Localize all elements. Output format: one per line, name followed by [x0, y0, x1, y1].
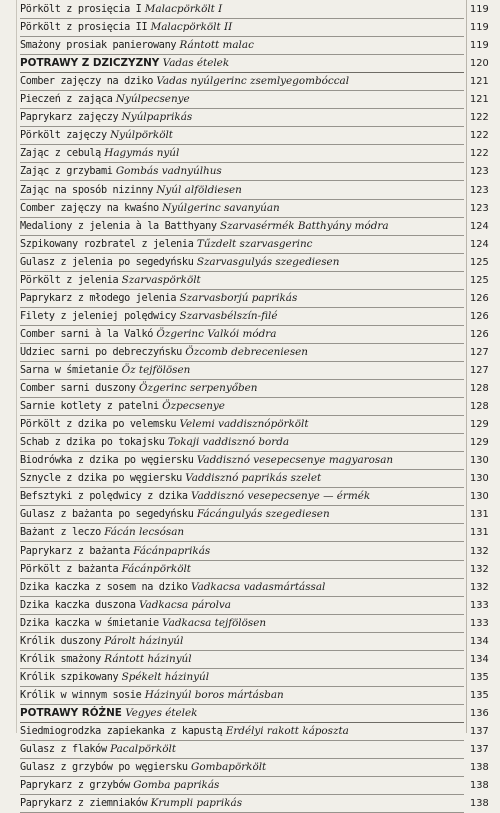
toc-entry: [0, 470, 500, 488]
page-number: 127: [470, 346, 489, 358]
dish-name-hungarian: Spékelt házinyúl: [121, 670, 210, 683]
dish-name-hungarian: Nyúl alföldiesen: [156, 183, 242, 196]
dish-name-polish: Paprykarz zajęczy: [20, 112, 119, 124]
toc-entry: [0, 777, 500, 795]
toc-entry: [0, 759, 500, 777]
dish-name-polish: Paprykarz z młodego jelenia: [20, 292, 177, 304]
toc-entry: [0, 254, 500, 272]
page-number: 131: [470, 527, 489, 539]
dish-name-hungarian: Gombás vadnyúlhus: [115, 165, 222, 178]
dish-name-polish: Gulasz z grzybów po węgiersku: [20, 762, 188, 774]
toc-entry: [0, 182, 500, 200]
page-number: 138: [470, 780, 489, 792]
page-number: 133: [470, 599, 489, 611]
page-number: 132: [470, 581, 489, 593]
entry-title: [20, 470, 464, 488]
toc-entry: [0, 434, 500, 452]
toc-entry: [0, 218, 500, 236]
entry-title: [20, 37, 464, 55]
toc-entry: [0, 200, 500, 218]
dish-name-hungarian: Gomba paprikás: [133, 779, 220, 792]
page-number: 137: [470, 726, 489, 737]
entry-title: [20, 416, 464, 434]
dish-name-polish: Pörkölt z bażanta: [20, 563, 119, 575]
dish-name-hungarian: Párolt házinyúl: [104, 634, 184, 647]
entry-title: [20, 200, 464, 218]
page-number: 136: [470, 707, 489, 719]
entry-title: [20, 19, 464, 37]
toc-entry: [0, 524, 500, 542]
dish-name-hungarian: Vaddisznó vesepecsenye — érmék: [191, 490, 371, 503]
entry-title: [20, 308, 464, 326]
page-number: 122: [470, 148, 489, 160]
toc-entry: [0, 73, 500, 91]
toc-entry: [0, 290, 500, 308]
page-number: 121: [470, 94, 489, 106]
page-number: 126: [470, 328, 489, 340]
dish-name-hungarian: Pacalpörkölt: [110, 743, 177, 756]
toc-entry: [0, 543, 500, 561]
entry-title: [20, 777, 464, 795]
dish-name-polish: Befsztyki z polędwicy z dzika: [20, 491, 188, 503]
dish-name-hungarian: Vadas nyúlgerinc zsemlyegombóccal: [156, 75, 350, 88]
entry-title: [20, 524, 464, 542]
toc-entry: [0, 723, 500, 741]
entry-title: [20, 163, 464, 181]
dish-name-polish: Sarna w śmietanie: [20, 365, 119, 376]
dish-name-polish: Comber zajęczy na dziko: [20, 76, 154, 88]
page-number: 132: [470, 545, 489, 557]
entry-title: [20, 344, 464, 362]
toc-entry: [0, 109, 500, 127]
toc-entry: [0, 669, 500, 687]
entry-title: [20, 687, 464, 705]
dish-name-polish: Dzika kaczka z sosem na dziko: [20, 581, 188, 593]
entry-title: [20, 741, 464, 759]
dish-name-hungarian: Fácánpörkölt: [121, 562, 191, 575]
dish-name-polish: Sarnie kotlety z patelni: [20, 401, 159, 413]
dish-name-hungarian: Rántott házinyúl: [104, 652, 192, 665]
toc-entry: [0, 597, 500, 615]
entry-title: [20, 506, 464, 524]
dish-name-polish: Zając z cebulą: [20, 148, 101, 160]
dish-name-hungarian: Nyúlpaprikás: [121, 111, 193, 124]
section-title-polish: POTRAWY Z DZICZYZNY: [20, 57, 160, 70]
dish-name-polish: Biodrówka z dzika po węgiersku: [20, 455, 194, 467]
dish-name-polish: Pörkölt z prosięcia I: [20, 4, 142, 15]
toc-entry: [0, 380, 500, 398]
entry-title: [20, 759, 464, 777]
dish-name-hungarian: Szarvasbélszín-filé: [179, 309, 278, 322]
dish-name-polish: Zając na sposób nizinny: [20, 184, 154, 196]
dish-name-hungarian: Velemi vaddisznópörkölt: [179, 418, 309, 431]
toc-entry: [0, 19, 500, 37]
dish-name-hungarian: Özgerinc Valkói módra: [156, 327, 277, 340]
page-number: 119: [470, 40, 489, 52]
page-number: 125: [470, 274, 489, 286]
dish-name-polish: Siedmiogrodzka zapiekanka z kapustą: [20, 726, 223, 737]
toc-entry: [0, 145, 500, 163]
page-number: 123: [470, 166, 489, 178]
toc-entry: [0, 272, 500, 290]
toc-entry: [0, 362, 500, 380]
toc-entry: [0, 163, 500, 181]
dish-name-hungarian: Vaddisznó paprikás szelet: [185, 472, 322, 485]
page-number: 120: [470, 58, 489, 70]
entry-title: [20, 1, 464, 19]
entry-title: [20, 145, 464, 163]
dish-name-hungarian: Krumpli paprikás: [150, 797, 243, 810]
page-number: 123: [470, 184, 489, 196]
dish-name-hungarian: Házinyúl boros mártásban: [144, 688, 284, 701]
page-number: 133: [470, 617, 489, 629]
dish-name-polish: Pörkölt z jelenia: [20, 274, 119, 286]
entry-title: [20, 182, 464, 200]
dish-name-hungarian: Nyúlpörkölt: [110, 129, 173, 142]
toc-entry: [0, 416, 500, 434]
entry-title: [20, 254, 464, 272]
section-title-polish: POTRAWY RÓŻNE: [20, 706, 122, 719]
dish-name-hungarian: Hagymás nyúl: [104, 147, 180, 160]
page-number: 138: [470, 762, 489, 774]
entry-title: [20, 452, 464, 470]
dish-name-polish: Sznycle z dzika po węgiersku: [20, 473, 182, 485]
page-number: 131: [470, 509, 489, 521]
dish-name-hungarian: Szarvasborjú paprikás: [179, 291, 298, 304]
dish-name-hungarian: Özcomb debreceniesen: [185, 345, 308, 358]
dish-name-hungarian: Tokaji vaddisznó borda: [167, 436, 290, 449]
entry-title: [20, 434, 464, 452]
toc-entry: [0, 651, 500, 669]
entry-title: [20, 109, 464, 127]
dish-name-polish: Zając z grzybami: [20, 166, 113, 178]
dish-name-hungarian: Malacpörkölt I: [144, 3, 223, 15]
section-title-hungarian: Vadas ételek: [162, 57, 230, 70]
dish-name-hungarian: Vadkacsa tejfölösen: [162, 616, 267, 629]
entry-title: [20, 488, 464, 506]
dish-name-polish: Dzika kaczka w śmietanie: [20, 617, 159, 629]
entry-title: [20, 236, 464, 254]
dish-name-hungarian: Özgerinc serpenyőben: [138, 382, 258, 395]
toc-entry: [0, 344, 500, 362]
entry-title: [20, 579, 464, 597]
toc-entry: [0, 1, 500, 19]
entry-title: [20, 127, 464, 145]
dish-name-hungarian: Rántott malac: [179, 39, 254, 52]
page-number: 124: [470, 220, 489, 232]
page-number: 129: [470, 419, 489, 431]
page-number: 123: [470, 202, 489, 214]
entry-title: [20, 669, 464, 687]
page-number: 129: [470, 437, 489, 449]
dish-name-hungarian: Vadkacsa párolva: [138, 598, 231, 611]
entry-title: [20, 633, 464, 651]
dish-name-hungarian: Erdélyi rakott káposzta: [225, 725, 349, 737]
dish-name-polish: Paprykarz z ziemniaków: [20, 798, 148, 810]
dish-name-polish: Dzika kaczka duszona: [20, 599, 136, 611]
dish-name-polish: Gulasz z bażanta po segedyńsku: [20, 509, 194, 521]
page-number: 132: [470, 563, 489, 575]
entry-title: [20, 651, 464, 669]
dish-name-polish: Pieczeń z zająca: [20, 94, 113, 106]
entry-title: [20, 362, 464, 380]
dish-name-hungarian: Vadkacsa vadasmártással: [191, 580, 326, 593]
dish-name-hungarian: Vaddisznó vesepecsenye magyarosan: [196, 454, 394, 467]
dish-name-hungarian: Szarvaspörkölt: [121, 273, 201, 286]
toc-entry: [0, 308, 500, 326]
entry-title: [20, 73, 464, 91]
dish-name-polish: Paprykarz z bażanta: [20, 545, 130, 557]
dish-name-hungarian: Szarvasérmék Batthyány módra: [219, 219, 389, 232]
toc-entry: [0, 506, 500, 524]
page-number: 135: [470, 671, 489, 683]
page-number: 125: [470, 256, 489, 268]
toc-entry: [0, 633, 500, 651]
dish-name-polish: Smażony prosiak panierowany: [20, 40, 177, 52]
dish-name-polish: Paprykarz z grzybów: [20, 780, 130, 792]
dish-name-polish: Królik smażony: [20, 653, 101, 665]
dish-name-polish: Szpikowany rozbratel z jelenia: [20, 238, 194, 250]
dish-name-polish: Królik duszony: [20, 635, 101, 647]
page-number: 130: [470, 491, 489, 503]
entry-title: [20, 705, 464, 723]
entry-title: [20, 326, 464, 344]
entry-title: [20, 290, 464, 308]
toc-entry: [0, 37, 500, 55]
entry-title: [20, 723, 464, 741]
page-number: 119: [470, 4, 489, 15]
page-number: 130: [470, 455, 489, 467]
dish-name-hungarian: Malacpörkölt II: [150, 21, 233, 34]
dish-name-hungarian: Fácángulyás szegediesen: [196, 508, 330, 521]
page-number: 135: [470, 689, 489, 701]
entry-title: [20, 272, 464, 290]
entry-title: [20, 398, 464, 416]
dish-name-hungarian: Fácánpaprikás: [133, 544, 211, 557]
toc-entry: [0, 326, 500, 344]
toc-entry: [0, 579, 500, 597]
page-number: 137: [470, 744, 489, 756]
page-number: 128: [470, 401, 489, 413]
toc-entry: [0, 127, 500, 145]
dish-name-polish: Pörkölt zajęczy: [20, 130, 107, 142]
toc-entry: [0, 795, 500, 813]
dish-name-polish: Schab z dzika po tokajsku: [20, 437, 165, 449]
dish-name-hungarian: Öz tejfölösen: [121, 364, 191, 376]
toc-entry: [0, 615, 500, 633]
section-title-hungarian: Vegyes ételek: [125, 706, 198, 719]
dish-name-hungarian: Tűzdelt szarvasgerinc: [196, 237, 313, 250]
entry-title: [20, 561, 464, 579]
page-number: 127: [470, 365, 489, 376]
entry-title: [20, 615, 464, 633]
toc-entry: [0, 236, 500, 254]
toc-entry: [0, 741, 500, 759]
dish-name-polish: Comber sarni duszony: [20, 383, 136, 395]
section-heading-row: [0, 55, 500, 73]
entry-title: [20, 795, 464, 813]
page-number: 119: [470, 22, 489, 34]
toc-entry: [0, 561, 500, 579]
page-number: 121: [470, 76, 489, 88]
dish-name-hungarian: Nyúlpecsenye: [115, 93, 190, 106]
toc-entry: [0, 687, 500, 705]
dish-name-polish: Medaliony z jelenia à la Batthyany: [20, 220, 217, 232]
dish-name-polish: Comber zajęczy na kwaśno: [20, 202, 159, 214]
entry-title: [20, 597, 464, 615]
page-number: 130: [470, 473, 489, 485]
toc-entry: [0, 398, 500, 416]
dish-name-polish: Królik szpikowany: [20, 671, 119, 683]
page-number: 134: [470, 653, 489, 665]
dish-name-polish: Comber sarni à la Valkó: [20, 328, 154, 340]
dish-name-polish: Gulasz z flaków: [20, 744, 107, 756]
dish-name-polish: Bażant z leczo: [20, 527, 101, 539]
page-number: 126: [470, 292, 489, 304]
page-number: 138: [470, 798, 489, 810]
dish-name-polish: Udziec sarni po debreczyńsku: [20, 346, 182, 358]
page-number: 134: [470, 635, 489, 647]
dish-name-hungarian: Nyúlgerinc savanyúan: [162, 201, 280, 214]
dish-name-hungarian: Fácán lecsósan: [104, 526, 185, 539]
dish-name-hungarian: Gombapörkölt: [191, 761, 267, 774]
page-number: 122: [470, 112, 489, 124]
dish-name-hungarian: Szarvasgulyás szegediesen: [196, 255, 340, 268]
entry-title: [20, 91, 464, 109]
section-heading-row: [0, 705, 500, 723]
toc-entry: [0, 452, 500, 470]
page-number: 124: [470, 238, 489, 250]
entry-title: [20, 218, 464, 236]
page-number: 126: [470, 310, 489, 322]
entry-title: [20, 55, 464, 73]
page-number: 128: [470, 383, 489, 395]
dish-name-polish: Gulasz z jelenia po segedyńsku: [20, 256, 194, 268]
toc-entry: [0, 91, 500, 109]
page-number: 122: [470, 130, 489, 142]
dish-name-polish: Pörkölt z prosięcia II: [20, 22, 148, 34]
dish-name-polish: Królik w winnym sosie: [20, 689, 142, 701]
toc-entry: [0, 488, 500, 506]
entry-title: [20, 543, 464, 561]
dish-name-polish: Pörkölt z dzika po velemsku: [20, 419, 177, 431]
entry-title: [20, 380, 464, 398]
dish-name-polish: Filety z jeleniej polędwicy: [20, 310, 177, 322]
dish-name-hungarian: Özpecsenye: [162, 400, 225, 413]
